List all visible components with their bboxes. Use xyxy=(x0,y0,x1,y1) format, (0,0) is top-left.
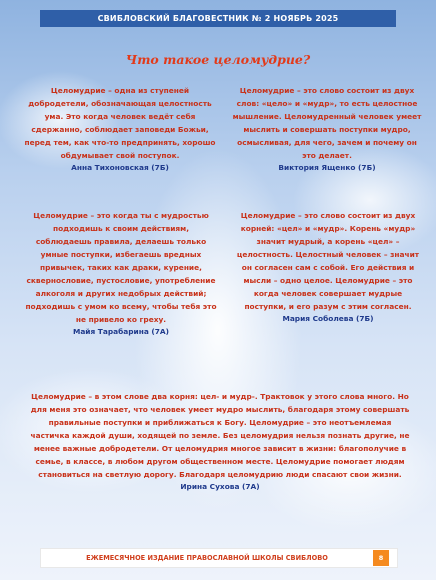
entry-author: Мария Соболева (7Б) xyxy=(282,314,374,323)
entry-author: Анна Тихоновская (7Б) xyxy=(71,163,169,172)
footer-bar xyxy=(40,548,398,568)
footer-text: ЕЖЕМЕСЯЧНОЕ ИЗДАНИЕ ПРАВОСЛАВНОЙ ШКОЛЫ СВИБЛОВО xyxy=(86,554,328,562)
entry-text: Целомудрие – это слово состоит из двух слов: «цело» и «мудр», то есть целостное мышление. Целомудренный человек умеет мыслить и совершать поступки мудро, осмысливая, для чего, зачем и почему он это делает. xyxy=(232,86,422,160)
entry-block xyxy=(232,84,422,174)
entry-block xyxy=(30,390,410,493)
entry-text: Целомудрие – это когда ты с мудростью подходишь к своим действиям, соблюдаешь правила, делаешь только умные поступки, избегаешь вредных привычек, таких как драки, курение, сквернословие, пустословие, употребление алкоголя и других недобрых действий; подходишь с умом ко всему, чтобы тебя это не привело ко греху. xyxy=(25,211,217,324)
entry-block xyxy=(22,84,218,174)
entry-author: Майя Тарабарина (7А) xyxy=(72,327,170,336)
entry-author: Виктория Ященко (7Б) xyxy=(278,163,376,172)
entry-text: Целомудрие – в этом слове два корня: цел- и мудр-. Трактовок у этого слова много. Но для меня это означает, что человек умеет мудро мыслить, благодаря этому совершать правильные поступки и приближаться к Богу. Целомудрие – это неотъемлемая частичка каждой души, ходящей по земле. Без целомудрия нельзя познать другие, не менее важные добродетели. От целомудрия многое зависит в жизни: благополучие в семье, в классе, в любом другом общественном месте. Целомудрие помогает людям становиться на светлую дорогу. Благодаря целомудрию люди спасают свои жизни. xyxy=(30,392,410,479)
entry-text: Целомудрие – одна из ступеней добродетели, обозначающая целостность ума. Это когда человек ведёт себя сдержанно, соблюдает заповеди Божьи, перед тем, как что-то предпринять, хорошо обдумывает свой поступок. xyxy=(24,86,216,160)
header-bar xyxy=(40,10,396,27)
entry-block xyxy=(232,209,424,325)
header-title: СВИБЛОВСКИЙ БЛАГОВЕСТНИК № 2 НОЯБРЬ 2025 xyxy=(97,14,339,23)
article-title: Что такое целомудрие? xyxy=(125,52,311,67)
entry-author: Ирина Сухова (7А) xyxy=(180,482,260,491)
entry-block xyxy=(24,209,218,338)
page-number-badge: 8 xyxy=(373,550,389,566)
entry-text: Целомудрие – это слово состоит из двух корней: «цел» и «мудр». Корень «мудр» значит мудрый, а корень «цел» – целостность. Целостный человек – значит он согласен сам с собой. Его действия и мысли – одно целое. Целомудрие – это когда человек совершает мудрые поступки, и его разум с этим согласен. xyxy=(236,211,420,311)
